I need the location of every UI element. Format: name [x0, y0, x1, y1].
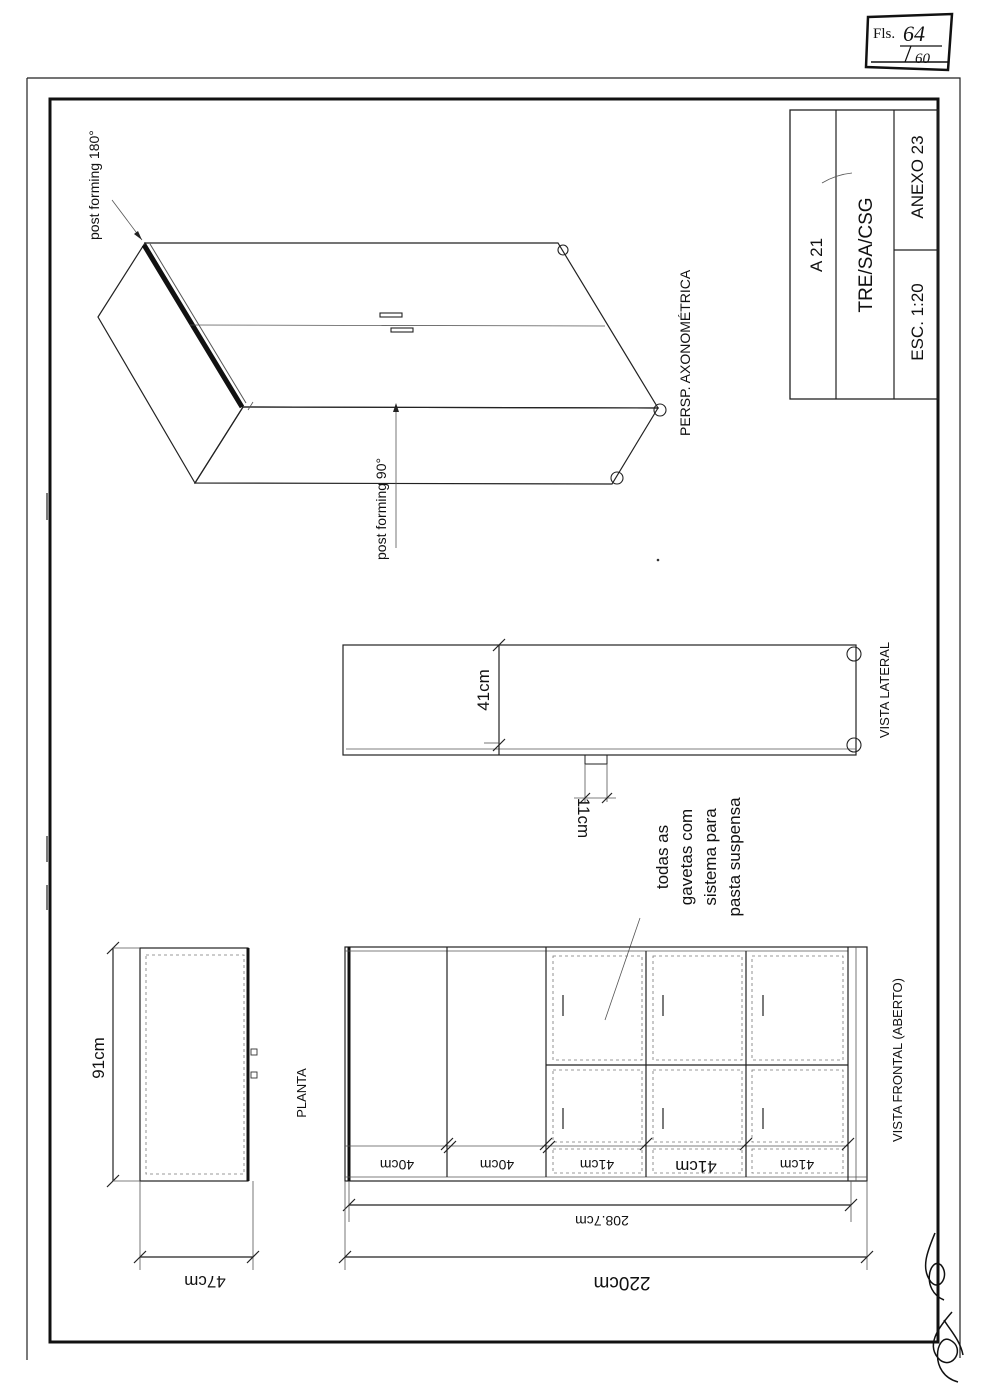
- title-block-scale: ESC. 1:20: [908, 283, 927, 361]
- title-block-code: A 21: [807, 237, 826, 273]
- inner-width-dimension: 208.7cm: [575, 1213, 629, 1229]
- drawer-note-line: pasta suspensa: [725, 797, 744, 917]
- post-forming-180-note: post forming 180°: [86, 130, 102, 240]
- side-view-caption: VISTA LATERAL: [877, 641, 892, 739]
- slide-dimension: 11cm: [574, 797, 593, 839]
- axonometric-caption: PERSP. AXONOMÉTRICA: [677, 269, 693, 436]
- module-width-label: 40cm: [379, 1157, 415, 1173]
- plan-caption: PLANTA: [294, 1068, 309, 1118]
- title-block-org: TRE/SA/CSG: [856, 197, 877, 313]
- title-block-annex: ANEXO 23: [908, 135, 927, 219]
- side-depth-dimension: 41cm: [474, 669, 493, 711]
- front-view-caption: VISTA FRONTAL (ABERTO): [890, 978, 905, 1142]
- post-forming-90-note: post forming 90°: [373, 457, 389, 560]
- drawer-note: [605, 797, 744, 1020]
- drawer-note-line: sistema para: [701, 808, 720, 906]
- drawer-note-line: todas as: [653, 824, 672, 890]
- page-stamp: [866, 14, 952, 70]
- side-view: [343, 639, 892, 838]
- module-width-label: 41cm: [675, 1157, 717, 1176]
- stamp-sub-number: 60: [915, 51, 930, 67]
- front-view: [339, 947, 905, 1293]
- axonometric-view: [86, 130, 693, 561]
- plan-depth-dimension: 47cm: [184, 1272, 226, 1291]
- drawer-note-line: gavetas com: [677, 808, 696, 906]
- stamp-page-number: 64: [903, 21, 925, 46]
- module-width-label: 41cm: [779, 1157, 815, 1173]
- handwritten-signature: [926, 1233, 963, 1382]
- module-width-label: 41cm: [579, 1157, 615, 1173]
- total-width-dimension: 220cm: [593, 1272, 651, 1293]
- stamp-label: Fls.: [873, 26, 896, 42]
- module-width-label: 40cm: [479, 1157, 515, 1173]
- drawing-border: [50, 99, 938, 1342]
- plan-view: [89, 942, 309, 1291]
- plan-length-dimension: 91cm: [89, 1037, 108, 1079]
- title-block: [790, 110, 938, 399]
